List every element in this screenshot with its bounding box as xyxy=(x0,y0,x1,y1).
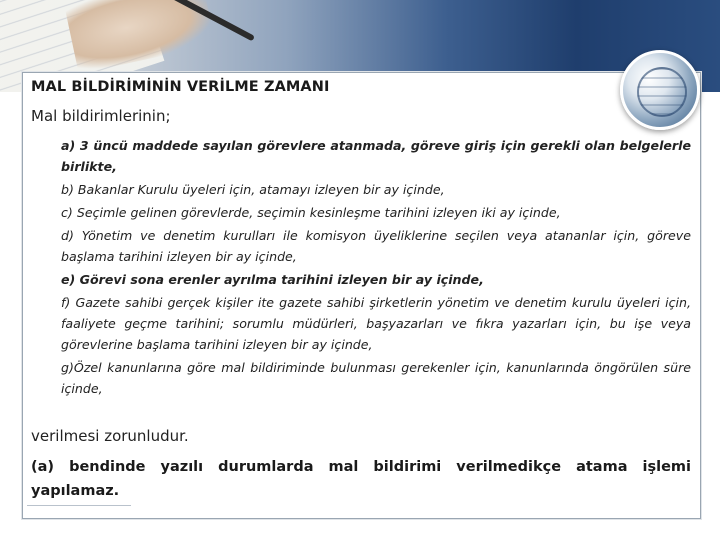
closing-text: verilmesi zorunludur. xyxy=(31,427,189,445)
item-list xyxy=(61,135,691,401)
intro-text: Mal bildirimlerinin; xyxy=(31,107,171,125)
list-item-b: b) Bakanlar Kurulu üyeleri için, atamayı izleyen bir ay içinde, xyxy=(61,182,445,197)
list-item-e: e) Görevi sona erenler ayrılma tarihini izleyen bir ay içinde, xyxy=(61,272,484,287)
slide-content xyxy=(22,72,701,519)
list-item-c: c) Seçimle gelinen görevlerde, seçimin kesinleşme tarihini izleyen iki ay içinde, xyxy=(61,205,561,220)
list-item-f: f) Gazete sahibi gerçek kişiler ite gazete sahibi şirketlerin yönetim ve denetim kurulu üyeleri için, faaliyete geçme tarihini; sorumlu müdürleri, başyazarları ve fıkra yazarları için, bu işe veya görevlerine başlama tarihini izleyen bir ay içinde, xyxy=(61,295,691,352)
list-item-d: d) Yönetim ve denetim kurulları ile komisyon üyeliklerine seçilen veya atananlar için, göreve başlama tarihini izleyen bir ay içinde, xyxy=(61,228,691,264)
note-text: (a) bendinde yazılı durumlarda mal bildirimi verilmedikçe atama işlemi yapılamaz. xyxy=(31,459,691,499)
list-item-g: g)Özel kanunlarına göre mal bildiriminde bulunması gerekenler için, kanunlarında öngörülen süre içinde, xyxy=(61,360,691,396)
globe-logo-icon xyxy=(620,50,700,130)
page-title: MAL BİLDİRİMİNİN VERİLME ZAMANI xyxy=(31,79,330,95)
list-item-a: a) 3 üncü maddede sayılan görevlere atanmada, göreve giriş için gerekli olan belgelerle birlikte, xyxy=(61,138,691,174)
divider-line xyxy=(27,505,131,506)
